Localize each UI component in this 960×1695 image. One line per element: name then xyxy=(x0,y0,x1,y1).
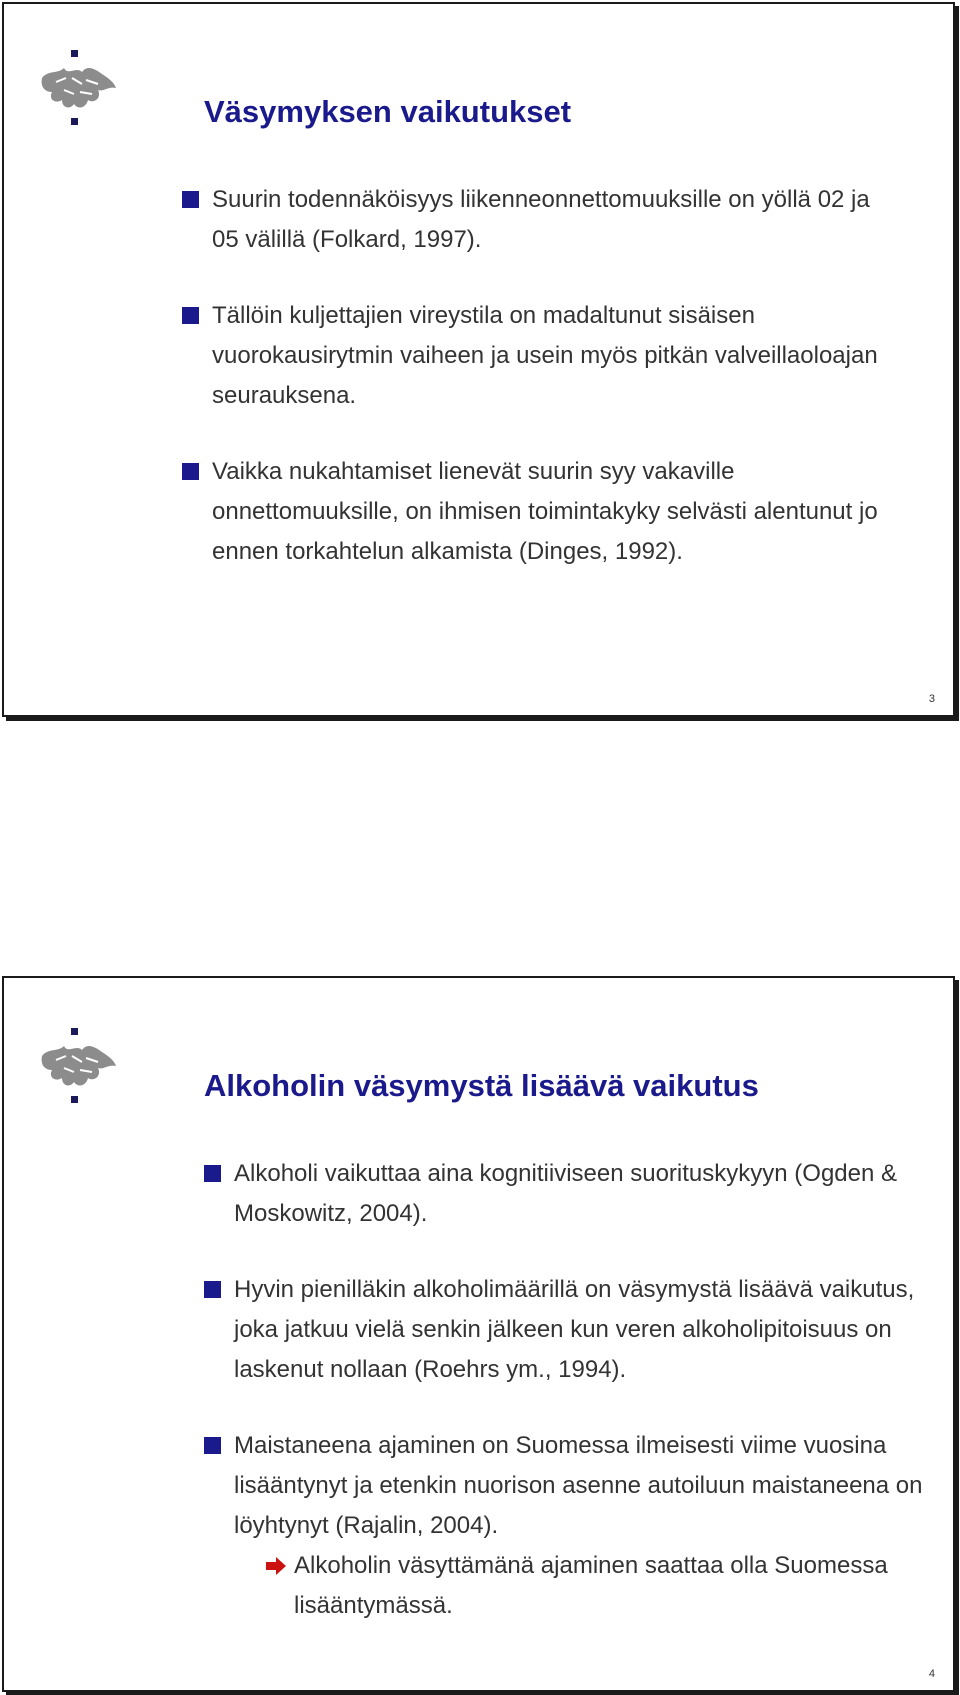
list-item xyxy=(182,180,902,260)
list-item xyxy=(182,452,902,572)
slide-title: Väsymyksen vaikutukset xyxy=(204,94,572,129)
bullet-list xyxy=(182,180,902,608)
page-number: 4 xyxy=(928,1668,935,1680)
bullet-text: Suurin todennäköisyys liikenneonnettomuuksille on yöllä 02 ja 05 välillä (Folkard, 1997). xyxy=(212,186,870,253)
bullet-list xyxy=(204,1154,924,1626)
university-flame-logo-icon xyxy=(36,48,116,128)
slide-3 xyxy=(2,2,955,717)
sub-bullet xyxy=(264,1546,924,1626)
list-item xyxy=(204,1426,924,1626)
slide-4 xyxy=(2,976,955,1692)
list-item xyxy=(204,1154,924,1234)
square-bullet-icon xyxy=(182,191,199,208)
page-number: 3 xyxy=(928,693,935,705)
bullet-text: Maistaneena ajaminen on Suomessa ilmeisesti viime vuosina lisääntynyt ja etenkin nuorison asenne autoiluun maistaneena on löyhtynyt (Rajalin, 2004). xyxy=(234,1432,923,1539)
bullet-text: Hyvin pienilläkin alkoholimäärillä on väsymystä lisäävä vaikutus, joka jatkuu vielä senkin jälkeen kun veren alkoholipitoisuus on laskenut nollaan (Roehrs ym., 1994). xyxy=(234,1276,915,1383)
bullet-text: Alkoholi vaikuttaa aina kognitiiviseen suorituskykyyn (Ogden & Moskowitz, 2004). xyxy=(234,1160,898,1227)
square-bullet-icon xyxy=(204,1437,221,1454)
square-bullet-icon xyxy=(204,1165,221,1182)
list-item xyxy=(204,1270,924,1390)
list-item xyxy=(182,296,902,416)
university-flame-logo-icon xyxy=(36,1026,116,1106)
square-bullet-icon xyxy=(182,463,199,480)
red-arrow-icon xyxy=(264,1556,288,1576)
square-bullet-icon xyxy=(182,307,199,324)
bullet-text: Tällöin kuljettajien vireystila on madaltunut sisäisen vuorokausirytmin vaiheen ja usein myös pitkän valveillaoloajan seurauksena. xyxy=(212,302,878,409)
bullet-text: Vaikka nukahtamiset lienevät suurin syy vakaville onnettomuuksille, on ihmisen toimintakyky selvästi alentunut jo ennen torkahtelun alkamista (Dinges, 1992). xyxy=(212,458,878,565)
sub-bullet-text: Alkoholin väsyttämänä ajaminen saattaa olla Suomessa lisääntymässä. xyxy=(294,1552,888,1619)
square-bullet-icon xyxy=(204,1281,221,1298)
slide-title: Alkoholin väsymystä lisäävä vaikutus xyxy=(204,1068,759,1103)
